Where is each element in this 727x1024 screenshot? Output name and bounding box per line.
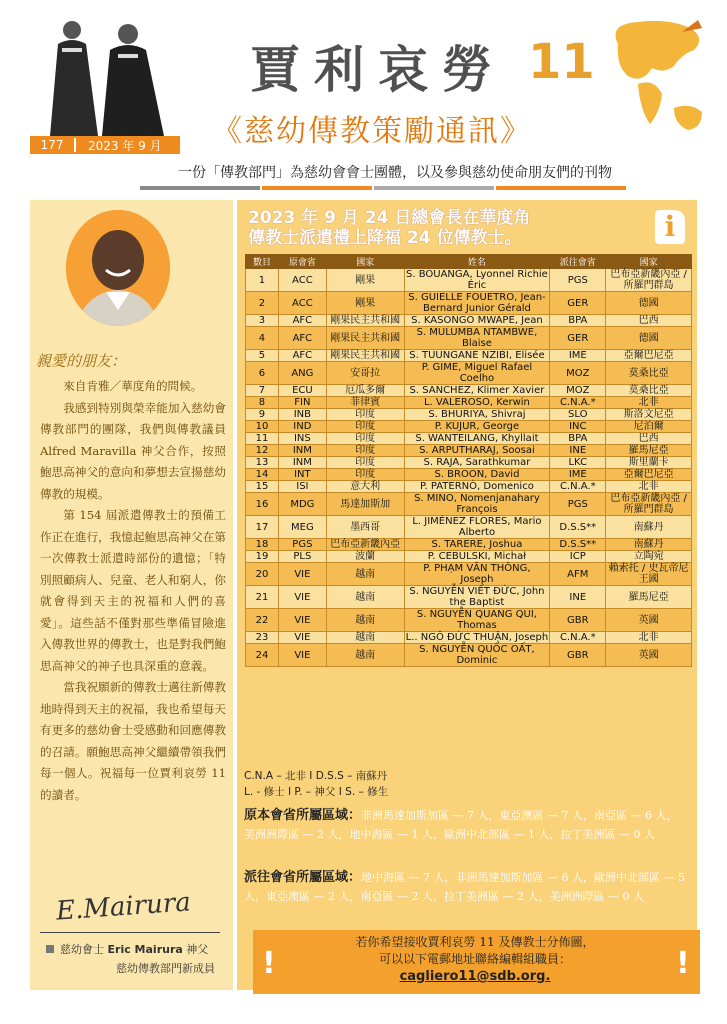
panel-heading [248, 208, 530, 248]
cell-origin-province: PLS [278, 551, 326, 563]
destination-text: 地中海區 — 7 人，非洲馬達加斯加區 — 6 人，歐洲中北部區 — 5 人，東亞澳區 — 2 人，南亞區 — 2 人，拉丁美洲區 — 2 人，美洲洲際區 — 0 人 [244, 871, 685, 903]
cell-number: 7 [246, 385, 279, 397]
cell-origin-province: INM [278, 457, 326, 469]
tagline-rule-orange [262, 186, 372, 190]
author-credit [46, 940, 215, 978]
cell-number: 21 [246, 586, 279, 609]
col-header: 國家 [606, 255, 692, 269]
cell-origin-province: ISI [278, 481, 326, 493]
cell-origin-country: 剛果民主共和國 [326, 350, 404, 362]
cell-dest-province: BPA [550, 315, 606, 327]
cell-origin-country: 意大利 [326, 481, 404, 493]
origin-label: 原本會省所屬區域： [244, 808, 362, 823]
cell-name: S. NGUYỄN QUỐC OẤT, Dominic [404, 644, 550, 667]
cell-origin-country: 波蘭 [326, 551, 404, 563]
cell-origin-province: ACC [278, 269, 326, 292]
missionaries-table [245, 254, 692, 667]
cell-origin-province: VIE [278, 644, 326, 667]
cell-dest-country: 巴布亞新畿內亞 / 所羅門群島 [606, 269, 692, 292]
table-row [246, 551, 692, 563]
cell-number: 15 [246, 481, 279, 493]
cell-dest-province: INC [550, 421, 606, 433]
cell-dest-country: 莫桑比亞 [606, 385, 692, 397]
cell-origin-country: 越南 [326, 563, 404, 586]
cell-origin-country: 剛果 [326, 269, 404, 292]
cell-number: 17 [246, 516, 279, 539]
bullet-square-icon [46, 945, 54, 953]
cell-dest-province: MOZ [550, 362, 606, 385]
cell-origin-province: ECU [278, 385, 326, 397]
contact-email-link[interactable] [270, 968, 680, 985]
cell-origin-province: IND [278, 421, 326, 433]
cell-dest-country: 立陶宛 [606, 551, 692, 563]
table-row [246, 421, 692, 433]
cell-dest-province: ICP [550, 551, 606, 563]
cell-origin-country: 墨西哥 [326, 516, 404, 539]
cell-name: L. VALEROSO, Kerwin [404, 397, 550, 409]
cell-dest-country: 德國 [606, 292, 692, 315]
cell-dest-country: 巴西 [606, 433, 692, 445]
cell-number: 9 [246, 409, 279, 421]
cell-dest-country: 南蘇丹 [606, 539, 692, 551]
issue-date: 2023 年 9 月 [88, 138, 162, 153]
author-name: Eric Mairura [107, 943, 183, 956]
cell-origin-country: 越南 [326, 586, 404, 609]
cell-origin-country: 厄瓜多爾 [326, 385, 404, 397]
cell-dest-province: GER [550, 292, 606, 315]
exclamation-icon: ! [676, 946, 690, 981]
cell-dest-province: PGS [550, 493, 606, 516]
cell-dest-province: D.S.S** [550, 516, 606, 539]
cell-name: S. MULUMBA NTAMBWE, Blaise [404, 327, 550, 350]
cell-number: 19 [246, 551, 279, 563]
cell-dest-province: GBR [550, 644, 606, 667]
cell-origin-country: 剛果民主共和國 [326, 327, 404, 350]
letter-greeting: 親愛的朋友： [36, 352, 127, 370]
cell-name: S. WANTEILANG, Khyllait [404, 433, 550, 445]
cell-origin-province: AFC [278, 327, 326, 350]
cell-origin-country: 印度 [326, 433, 404, 445]
contact-line: 若你希望接收賈利哀勞 11 及傳教士分佈圖， [355, 935, 595, 949]
cell-dest-country: 莫桑比亞 [606, 362, 692, 385]
cell-name: S. SANCHEZ, Klimer Xavier [404, 385, 550, 397]
author-prefix: 慈幼會士 [60, 943, 108, 956]
cell-number: 18 [246, 539, 279, 551]
table-row [246, 457, 692, 469]
cell-number: 2 [246, 292, 279, 315]
table-row [246, 445, 692, 457]
tagline-rule-gray [140, 186, 260, 190]
cell-origin-province: PGS [278, 539, 326, 551]
letter-paragraph: 當我祝願新的傳教士邁往新傳教地時得到天主的祝福，我也希望每天有更多的慈幼會士受感動和回應傳教的召請。願鮑思高神父繼續帶領我們每一個人。祝福每一位賈利哀勞 11 的讀者。 [40, 680, 226, 802]
table-header-row [246, 255, 692, 269]
legend-line: L. - 修士 I P. – 神父 I S. – 修生 [244, 786, 389, 798]
cell-name: P. PATERNÒ, Domenico [404, 481, 550, 493]
cell-origin-province: FIN [278, 397, 326, 409]
cell-name: S. MINO, Nomenjanahary François [404, 493, 550, 516]
table-row [246, 433, 692, 445]
cell-dest-country: 斯洛文尼亞 [606, 409, 692, 421]
table-row [246, 481, 692, 493]
cell-name: L. JIMÉNEZ FLORES, Mario Alberto [404, 516, 550, 539]
table-row [246, 493, 692, 516]
table-row [246, 539, 692, 551]
cell-number: 14 [246, 469, 279, 481]
cell-dest-province: C.N.A.* [550, 632, 606, 644]
cell-number: 5 [246, 350, 279, 362]
cell-dest-province: C.N.A.* [550, 397, 606, 409]
cell-dest-province: IME [550, 469, 606, 481]
cell-number: 20 [246, 563, 279, 586]
email-suffix: . [545, 969, 551, 984]
col-header: 派往會省 [550, 255, 606, 269]
cell-number: 8 [246, 397, 279, 409]
origin-text: 非洲馬達加斯加區 — 7 人，東亞澳區 — 7 人，南亞區 — 6 人，美洲洲際區 — 2 人，地中海區 — 1 人，歐洲中北部區 — 1 人，拉丁美洲區 — 0 人 [244, 809, 678, 841]
signature: E.Mairura [55, 887, 192, 927]
cell-origin-country: 越南 [326, 609, 404, 632]
cell-origin-country: 印度 [326, 421, 404, 433]
cell-dest-country: 德國 [606, 327, 692, 350]
panel-heading-line1: 2023 年 9 月 24 日總會長在華度角 [248, 208, 531, 228]
cell-name: S. BROON, David [404, 469, 550, 481]
table-row [246, 362, 692, 385]
cell-origin-country: 印度 [326, 457, 404, 469]
info-icon: i [655, 210, 685, 244]
letter-paragraph: 第 154 屆派遣傳教士的預備工作正在進行，我憶起鮑思高神父在第一次傳教士派遣時部份的遺憶；「特別照顧病人、兒童、老人和窮人，你就會得到天主的祝福和人們的喜愛」。這些話不僅對那些準備冒險進入傳教世界的傳教士，也是對我們鮑思高神父的神子也具深重的意義。 [40, 508, 226, 673]
table-row [246, 385, 692, 397]
table-row [246, 516, 692, 539]
table-row [246, 292, 692, 315]
cell-origin-country: 安哥拉 [326, 362, 404, 385]
cell-dest-country: 巴西 [606, 315, 692, 327]
cell-dest-province: IME [550, 350, 606, 362]
cell-name: P. CEBULSKI, Michał [404, 551, 550, 563]
letter-body [40, 376, 226, 806]
cell-dest-province: INE [550, 586, 606, 609]
cell-origin-province: INS [278, 433, 326, 445]
cell-origin-country: 印度 [326, 445, 404, 457]
tagline: 一份「傳教部門」為慈幼會會士團體，以及參與慈幼使命朋友們的刊物 [178, 165, 612, 181]
cell-dest-country: 賴索托 / 史瓦帝尼王國 [606, 563, 692, 586]
cell-dest-country: 亞爾巴尼亞 [606, 350, 692, 362]
cell-origin-country: 越南 [326, 644, 404, 667]
signature-rule [40, 932, 220, 933]
cell-dest-province: LKC [550, 457, 606, 469]
legend [244, 768, 388, 800]
cell-number: 6 [246, 362, 279, 385]
cell-number: 12 [246, 445, 279, 457]
cell-dest-country: 斯里蘭卡 [606, 457, 692, 469]
cell-dest-country: 羅馬尼亞 [606, 586, 692, 609]
table-row [246, 350, 692, 362]
cell-dest-country: 亞爾巴尼亞 [606, 469, 692, 481]
panel-heading-line2: 傳教士派遣禮上降福 24 位傳教士。 [248, 228, 522, 248]
cell-dest-country: 北非 [606, 632, 692, 644]
table-row [246, 632, 692, 644]
cell-name: P. GIME, Miguel Rafael Coelho [404, 362, 550, 385]
cell-number: 11 [246, 433, 279, 445]
cell-dest-province: BPA [550, 433, 606, 445]
author-role: 慈幼傳教部門新成員 [116, 962, 215, 975]
tagline-rule-gray2 [374, 186, 494, 190]
cell-dest-country: 英國 [606, 609, 692, 632]
table-row [246, 397, 692, 409]
cell-name: S. GUIELLE FOUETRO, Jean-Bernard Junior Gérald [404, 292, 550, 315]
cell-number: 24 [246, 644, 279, 667]
cell-dest-province: GBR [550, 609, 606, 632]
destination-regions [244, 868, 688, 906]
cell-origin-country: 印度 [326, 409, 404, 421]
legend-line: C.N.A – 北非 I D.S.S – 南蘇丹 [244, 770, 388, 782]
cell-dest-country: 英國 [606, 644, 692, 667]
cell-name: S. TUUNGANE NZIBI, Elisée [404, 350, 550, 362]
cell-dest-country: 北非 [606, 481, 692, 493]
cell-origin-country: 越南 [326, 632, 404, 644]
table-row [246, 586, 692, 609]
table-body [246, 269, 692, 667]
cell-number: 10 [246, 421, 279, 433]
cell-origin-province: VIE [278, 609, 326, 632]
cell-dest-province: SLO [550, 409, 606, 421]
cell-origin-province: AFC [278, 350, 326, 362]
cell-number: 13 [246, 457, 279, 469]
author-suffix: 神父 [182, 943, 209, 956]
cell-number: 4 [246, 327, 279, 350]
cell-name: P. PHẠM VĂN THÔNG, Joseph [404, 563, 550, 586]
table-row [246, 269, 692, 292]
col-header: 國家 [326, 255, 404, 269]
issue-bar [30, 136, 180, 154]
cell-origin-country: 剛果 [326, 292, 404, 315]
cell-dest-country: 羅馬尼亞 [606, 445, 692, 457]
issue-number: 177 [30, 138, 76, 152]
cell-dest-country: 巴布亞新畿內亞 / 所羅門群島 [606, 493, 692, 516]
tagline-rule-orange2 [496, 186, 626, 190]
contact-line: 可以以下電郵地址聯絡編輯組職員： [378, 952, 571, 966]
cell-number: 3 [246, 315, 279, 327]
cell-origin-province: MDG [278, 493, 326, 516]
cell-name: S. NGUYỄN QUANG QUI, Thomas [404, 609, 550, 632]
cell-number: 22 [246, 609, 279, 632]
cell-origin-province: INB [278, 409, 326, 421]
cell-origin-province: VIE [278, 586, 326, 609]
col-header: 原會省 [278, 255, 326, 269]
cell-origin-province: AFC [278, 315, 326, 327]
table-row [246, 469, 692, 481]
cell-origin-country: 馬達加斯加 [326, 493, 404, 516]
cell-dest-province: PGS [550, 269, 606, 292]
masthead-title: 賈利哀勞 [250, 40, 506, 99]
cell-number: 1 [246, 269, 279, 292]
cell-origin-country: 菲律賓 [326, 397, 404, 409]
email-address[interactable]: cagliero11@sdb.org [399, 969, 546, 984]
table-row [246, 327, 692, 350]
col-header: 數目 [246, 255, 279, 269]
cell-dest-province: GER [550, 327, 606, 350]
cell-origin-province: INM [278, 445, 326, 457]
newsletter-subtitle: 《慈幼傳教策勵通訊》 [212, 114, 532, 149]
cell-dest-province: C.N.A.* [550, 481, 606, 493]
table-row [246, 409, 692, 421]
cell-dest-province: MOZ [550, 385, 606, 397]
cell-origin-province: ACC [278, 292, 326, 315]
cell-origin-country: 巴布亞新畿內亞 [326, 539, 404, 551]
cell-name: S. TARERE, Joshua [404, 539, 550, 551]
author-portrait [66, 210, 170, 326]
cell-origin-province: INT [278, 469, 326, 481]
cell-name: S. RAJA, Sarathkumar [404, 457, 550, 469]
exclamation-icon: ! [262, 946, 276, 981]
origin-regions [244, 806, 688, 844]
founders-photo [32, 14, 182, 136]
table-row [246, 315, 692, 327]
table-row [246, 609, 692, 632]
cell-number: 16 [246, 493, 279, 516]
cell-dest-province: D.S.S** [550, 539, 606, 551]
cell-dest-province: INE [550, 445, 606, 457]
cell-dest-country: 尼泊爾 [606, 421, 692, 433]
cell-name: S. ARPUTHARAJ, Soosai [404, 445, 550, 457]
cell-origin-country: 剛果民主共和國 [326, 315, 404, 327]
cell-origin-province: ANG [278, 362, 326, 385]
destination-label: 派往會省所屬區域： [244, 870, 362, 885]
table-row [246, 644, 692, 667]
contact-text [270, 934, 680, 985]
cell-name: L.. NGÔ ĐỨC THUẬN, Joseph [405, 632, 549, 643]
cell-name: S. BOUANGA, Lyonnel Richie Éric [406, 269, 548, 291]
world-map-logo [598, 14, 708, 144]
letter-paragraph: 來自肯雅／華度角的問候。 [63, 379, 203, 393]
letter-paragraph: 我感到特別與榮幸能加入慈幼會傳教部門的團隊，我們與傳教議員 Alfred Maravilla 神父合作，按照鮑思高神父的意向和夢想去宣揚慈幼傳教的規模。 [40, 400, 226, 501]
cell-origin-province: MEG [278, 516, 326, 539]
cell-name: S. NGUYỄN VIẾT ĐỨC, John the Baptist [404, 586, 550, 609]
cell-name: S. KASONGO MWAPE, Jean [404, 315, 550, 327]
cell-number: 23 [246, 632, 279, 644]
cell-origin-province: VIE [278, 632, 326, 644]
masthead-number: 11 [528, 34, 595, 90]
cell-dest-country: 北非 [606, 397, 692, 409]
cell-dest-country: 南蘇丹 [606, 516, 692, 539]
cell-name: S. BHURIYA, Shivraj [404, 409, 550, 421]
cell-name: P. KUJUR, George [404, 421, 550, 433]
cell-origin-province: VIE [278, 563, 326, 586]
cell-origin-country: 印度 [326, 469, 404, 481]
table-row [246, 563, 692, 586]
cell-dest-province: AFM [550, 563, 606, 586]
col-header: 姓名 [404, 255, 550, 269]
